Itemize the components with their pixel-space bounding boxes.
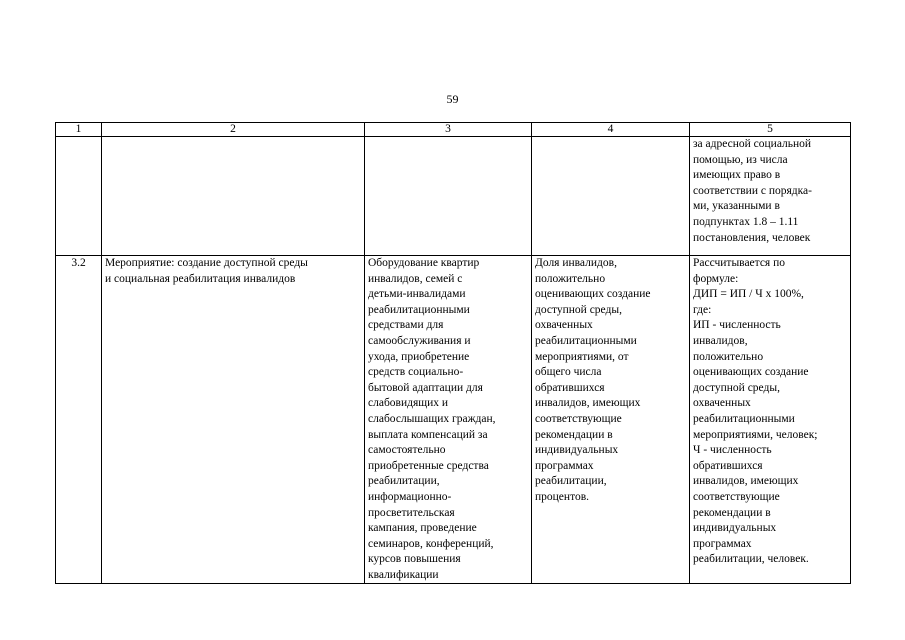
cell-activity: Мероприятие: создание доступной среды и социальная реабилитация инвалидов — [102, 256, 365, 584]
header-cell-4: 4 — [532, 123, 690, 137]
cell-indicator: Доля инвалидов, положительно оценивающих создание доступной среды, охваченных реабилитационными мероприятиями, от общего числа обратившихся инвалидов, имеющих соответствующие рекомендации в индивидуальных программах реабилитации, процентов. — [532, 256, 690, 584]
cell-number — [56, 137, 102, 256]
header-cell-2: 2 — [102, 123, 365, 137]
header-cell-3: 3 — [365, 123, 532, 137]
cell-content: Оборудование квартир инвалидов, семей с детьми-инвалидами реабилитационными средствами для самообслуживания и ухода, приобретение средств социально- бытовой адаптации для слабовидящих и слабослышащих граждан, выплата компенсаций за самостоятельно приобретенные средства реабилитации, информационно- просветительская кампания, проведение семинаров, конференций, курсов повышения квалификации — [365, 256, 532, 584]
table-header-row — [56, 123, 851, 137]
table-row — [56, 256, 851, 584]
cell-content — [365, 137, 532, 256]
cell-number: 3.2 — [56, 256, 102, 584]
indicators-table — [55, 122, 851, 584]
table-row — [56, 137, 851, 256]
page-number: 59 — [446, 92, 459, 106]
cell-calculation: за адресной социальной помощью, из числа имеющих право в соответствии с порядка- ми, указанными в подпунктах 1.8 – 1.11 постановления, человек — [690, 137, 851, 256]
header-cell-5: 5 — [690, 123, 851, 137]
header-cell-1: 1 — [56, 123, 102, 137]
cell-indicator — [532, 137, 690, 256]
cell-activity — [102, 137, 365, 256]
cell-calculation: Рассчитывается по формуле: ДИП = ИП / Ч х 100%, где: ИП - численность инвалидов, положительно оценивающих создание доступной среды, охваченных реабилитационными мероприятиями, человек; Ч - численность обратившихся инвалидов, имеющих соответствующие рекомендации в индивидуальных программах реабилитации, человек. — [690, 256, 851, 584]
